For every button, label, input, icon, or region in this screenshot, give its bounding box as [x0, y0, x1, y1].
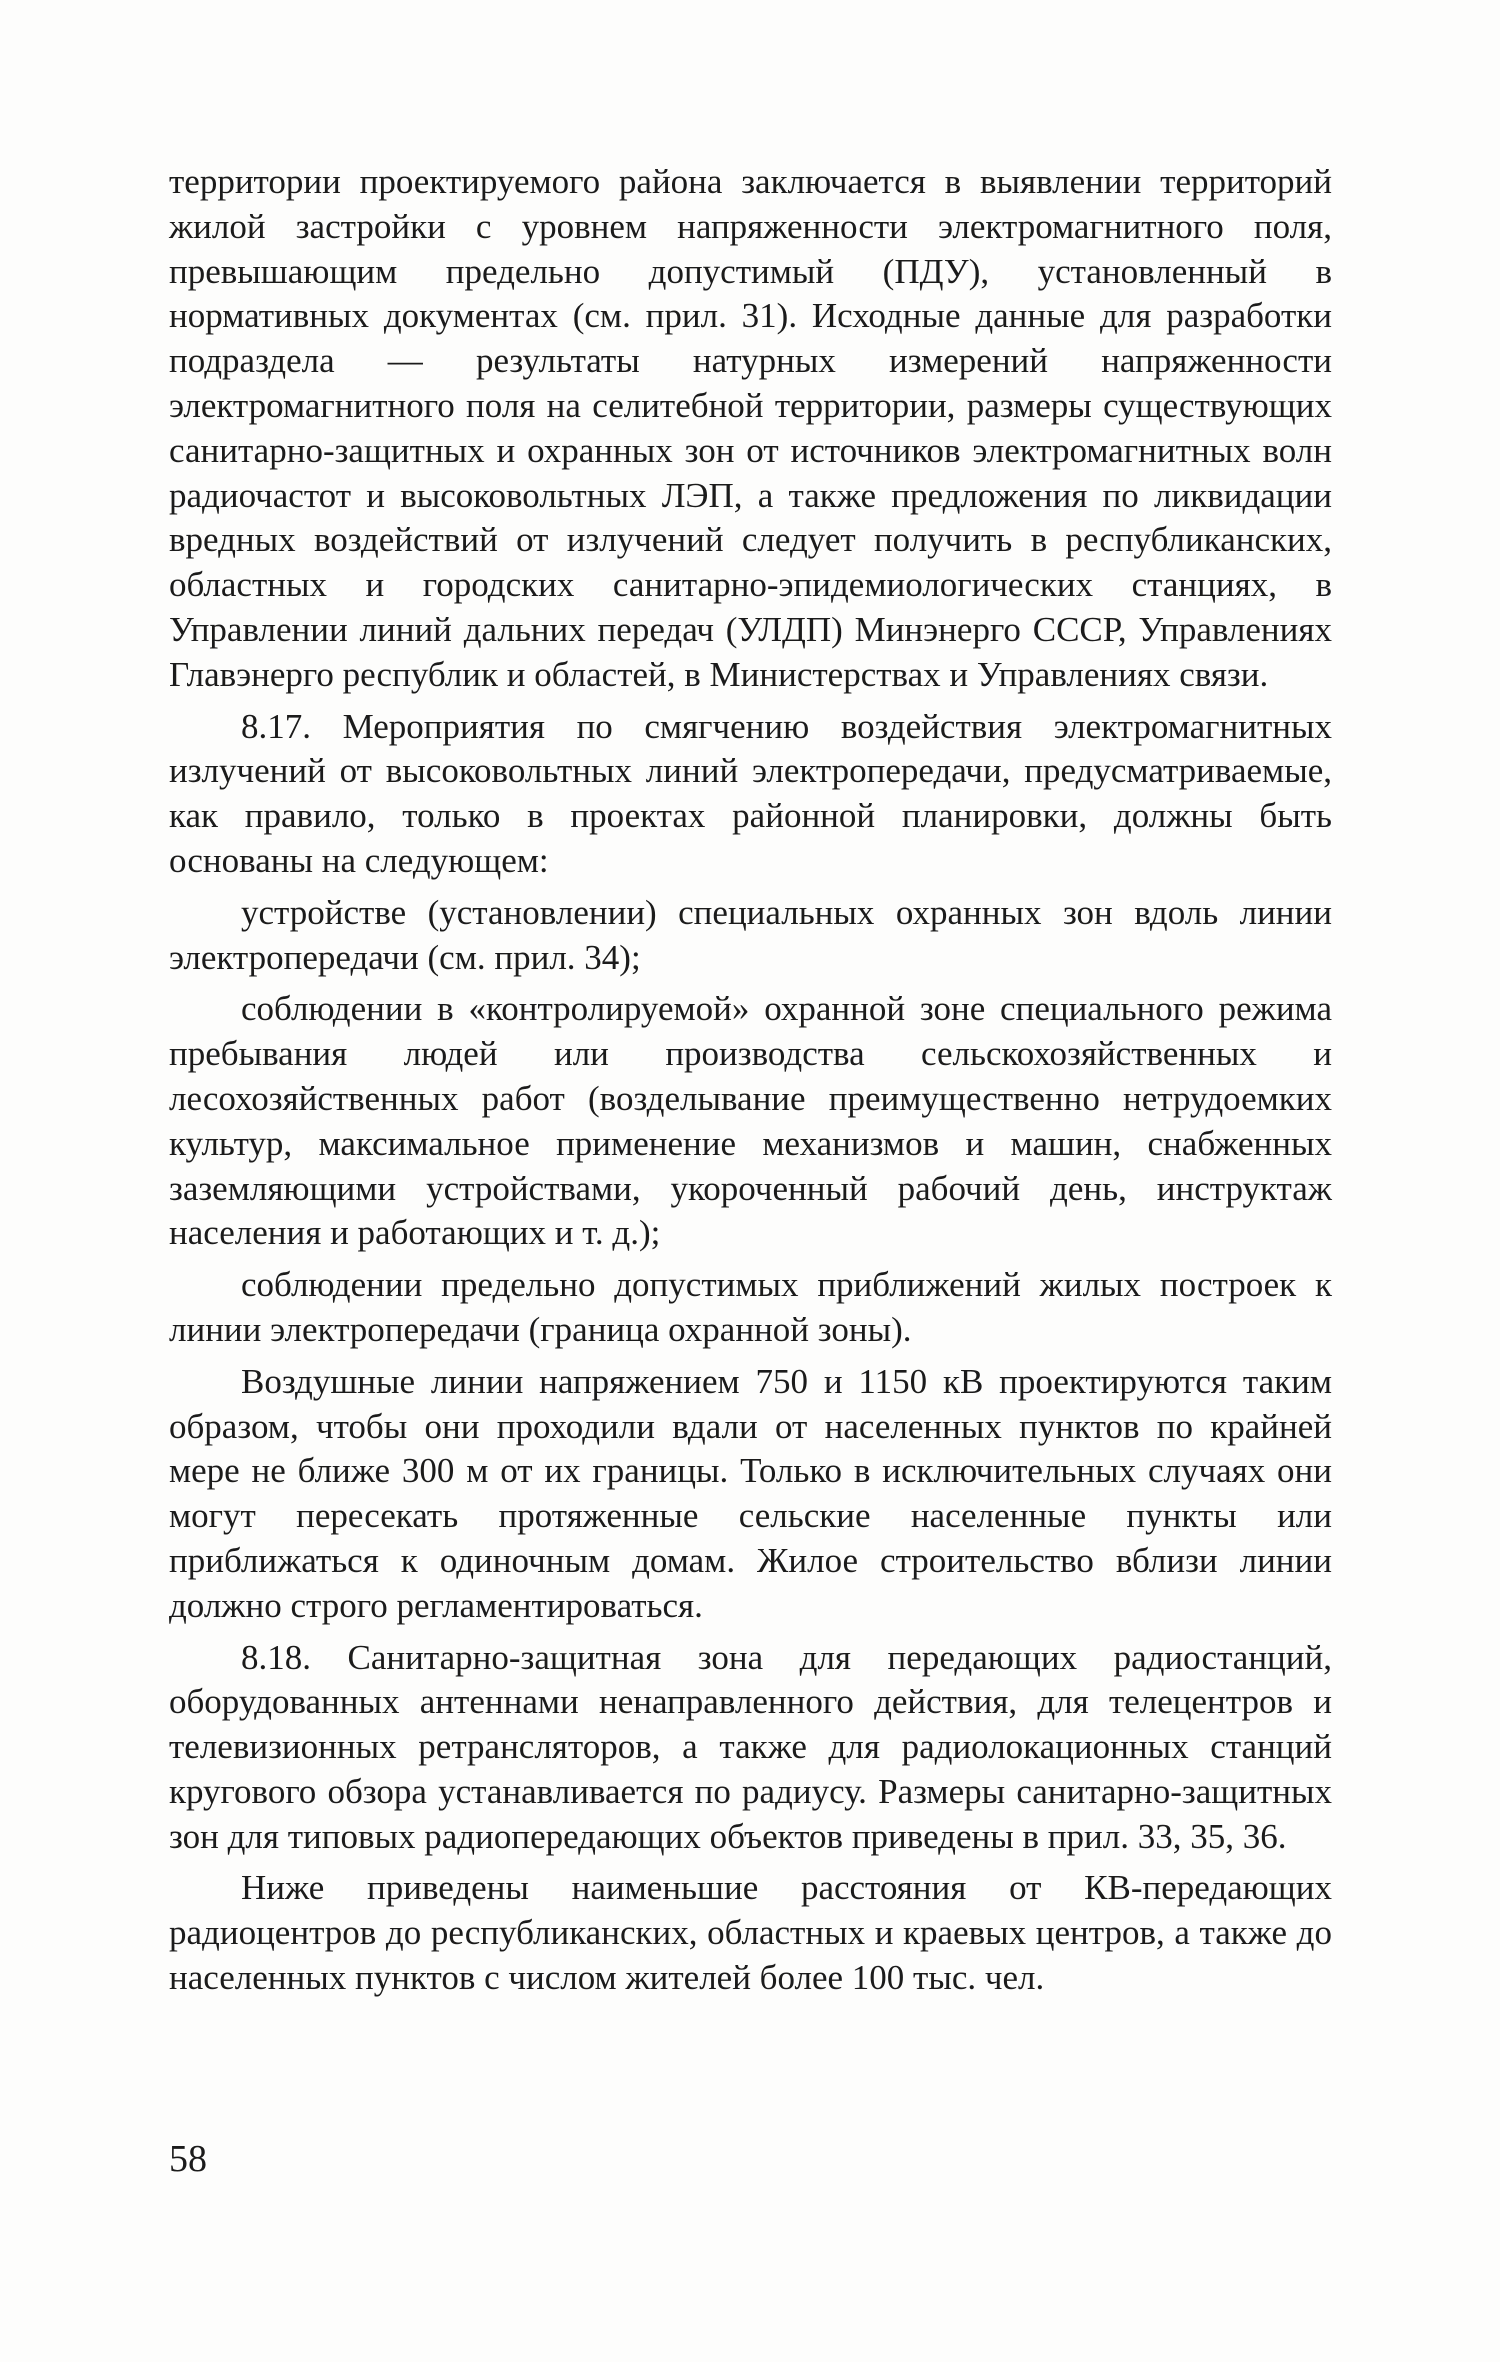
list-item-special-zones: устройстве (установлении) специальных охранных зон вдоль линии электропередачи (см. прил. 34);: [169, 892, 1332, 977]
list-item-controlled-zone-regime: соблюдении в «контролируемой» охранной зоне специального режима пребывания людей или производства сельскохозяйственных и лесохозяйственных работ (возделывание преимущественно нетрудоемких культур, максимальное применение механизмов и машин, снабженных заземляющими устройствами, укороченный рабочий день, инструктаж населения и работающих и т. д.);: [169, 989, 1332, 1253]
paragraph-overhead-lines: Воздушные линии напряжением 750 и 1150 кВ проектируются таким образом, чтобы они проходили вдали от населенных пунктов по крайней мере не ближе 300 м от их границы. Только в исключительных случаях они могут пересекать протяженные сельские населенные пункты или приближаться к одиночным домам. Жилое строительство вблизи линии должно строго регламентироваться.: [169, 1361, 1332, 1625]
paragraph-minimum-distances: Ниже приведены наименьшие расстояния от КВ-передающих радиоцентров до республиканских, областных и краевых центров, а также до населенных пунктов с числом жителей более 100 тыс. чел.: [169, 1868, 1332, 1998]
page-number: 58: [169, 2138, 207, 2180]
body-text: [169, 160, 1332, 2008]
paragraph-continuation: территории проектируемого района заключается в выявлении территорий жилой застройки с уровнем напряженности электромагнитного поля, превышающим предельно допустимый (ПДУ), установленный в нормативных документах (см. прил. 31). Исходные данные для разработки подраздела — результаты натурных измерений напряженности электромагнитного поля на селитебной территории, размеры существующих санитарно-защитных и охранных зон от источников электромагнитных волн радиочастот и высоковольтных ЛЭП, а также предложения по ликвидации вредных воздействий от излучений следует получить в республиканских, областных и городских санитарно-эпидемиологических станциях, в Управлении линий дальних передач (УЛДП) Минэнерго СССР, Управлениях Главэнерго республик и областей, в Министерствах и Управлениях связи.: [169, 162, 1332, 694]
paragraph-8-17: 8.17. Мероприятия по смягчению воздействия электромагнитных излучений от высоковольтных линий электропередачи, предусматриваемые, как правило, только в проектах районной планировки, должны быть основаны на следующем:: [169, 706, 1332, 880]
paragraph-8-18: 8.18. Санитарно-защитная зона для передающих радиостанций, оборудованных антеннами ненаправленного действия, для телецентров и телевизионных ретрансляторов, а также для радиолокационных станций кругового обзора устанавливается по радиусу. Размеры санитарно-защитных зон для типовых радиопередающих объектов приведены в прил. 33, 35, 36.: [169, 1637, 1332, 1856]
list-item-permissible-approach: соблюдении предельно допустимых приближений жилых построек к линии электропередачи (граница охранной зоны).: [169, 1265, 1332, 1349]
